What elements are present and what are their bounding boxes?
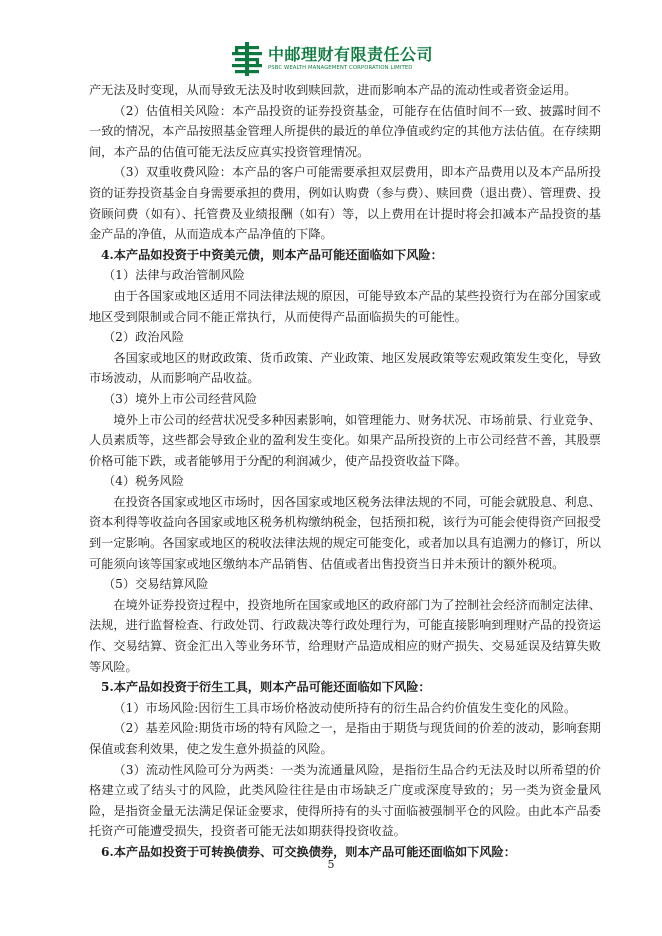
paragraph: 各国家或地区的财政政策、货币政策、产业政策、地区发展政策等宏观政策发生变化，导致市场波动，从而影响产品收益。 xyxy=(89,350,601,386)
section-heading-5: 5.本产品如投资于衍生工具，则本产品可能还面临如下风险： xyxy=(101,680,431,695)
section-heading-4: 4.本产品如投资于中资美元债，则本产品可能还面临如下风险： xyxy=(101,247,443,262)
paragraph: （3）流动性风险可分为两类：一类为流通量风险，是指衍生品合约无法及时以所希望的价格建立或了结头寸的风险，此类风险往往是由市场缺乏广度或深度导致的；另一类为资金量风险，是指资金量无法满足保证金要求，使得所持有的头寸面临被强制平仓的风险。由此本产品委托资产可能遭受损失，投资者可能无法如期获得投资收益。 xyxy=(89,762,601,839)
paragraph: 由于各国家或地区适用不同法律法规的原因，可能导致本产品的某些投资行为在部分国家或地区受到限制或合同不能正常执行，从而使得产品面临损失的可能性。 xyxy=(89,288,601,324)
paragraph: （2）估值相关风险：本产品投资的证券投资基金，可能存在估值时间不一致、披露时间不一致的情况，本产品按照基金管理人所提供的最近的单位净值或约定的其他方法估值。在存续期间，本产品的估值可能无法反应真实投资管理情况。 xyxy=(89,103,601,159)
paragraph: （3）双重收费风险：本产品的客户可能需要承担双层费用，即本产品费用以及本产品所投资的证券投资基金自身需要承担的费用，例如认购费（参与费）、赎回费（退出费）、管理费、投资顾问费（如有）、托管费及业绩报酬（如有）等，以上费用在计提时将会扣减本产品投资的基金产品的净值，从而造成本产品净值的下降。 xyxy=(89,165,601,242)
subheading: （3）境外上市公司经营风险 xyxy=(103,391,258,406)
subheading: （4）税务风险 xyxy=(103,474,184,489)
subheading: （5）交易结算风险 xyxy=(103,577,209,592)
paragraph: （2）基差风险:期货市场的特有风险之一，是指由于期货与现货间的价差的波动，影响套期保值或套利效果，使之发生意外损益的风险。 xyxy=(89,721,601,756)
page-number: 5 xyxy=(327,858,335,871)
paragraph: 在投资各国家或地区市场时，因各国家或地区税务法律法规的不同，可能会就股息、利息、资本利得等收益向各国家或地区税务机构缴纳税金，包括预扣税，该行为可能会使得资产回报受到一定影响。各国家或地区的税收法律法规的规定可能变化，或者加以具有追溯力的修订，所以可能须向该等国家或地区缴纳本产品销售、估值或者出售投资当日并未预计的额外税项。 xyxy=(89,494,601,571)
paragraph: 境外上市公司的经营状况受多种因素影响，如管理能力、财务状况、市场前景、行业竞争、人员素质等，这些都会导致企业的盈利发生变化。如果产品所投资的上市公司经营不善，其股票价格可能下跌，或者能够用于分配的利润减少，使产品投资收益下降。 xyxy=(89,412,601,468)
page-header xyxy=(0,42,662,78)
subheading: （2）政治风险 xyxy=(103,330,184,345)
paragraph: （1）市场风险:因衍生工具市场价格波动使所持有的衍生品合约价值发生变化的风险。 xyxy=(113,700,577,715)
paragraph: 产无法及时变现，从而导致无法及时收到赎回款，进而影响本产品的流动性或者资金运用。 xyxy=(89,83,577,97)
paragraph: 在境外证券投资过程中，投资地所在国家或地区的政府部门为了控制社会经济而制定法律、法规，进行监督检查、行政处罚、行政裁决等行政处理行为，可能直接影响到理财产品的投资运作、交易结算、资金汇出入等业务环节，给理财产品造成相应的财产损失、交易延误及结算失败等风险。 xyxy=(89,597,601,674)
section-heading-6: 6.本产品如投资于可转换债券、可交换债券，则本产品可能还面临如下风险： xyxy=(101,844,516,859)
company-name-cn: 中邮理财有限责任公司 xyxy=(268,45,434,64)
subheading: （1）法律与政治管制风险 xyxy=(103,268,245,283)
company-name-en: PSBC WEALTH MANAGEMENT CORPORATION LIMITED xyxy=(268,65,413,71)
psbc-logo-icon xyxy=(232,42,262,76)
document-body xyxy=(89,80,601,863)
